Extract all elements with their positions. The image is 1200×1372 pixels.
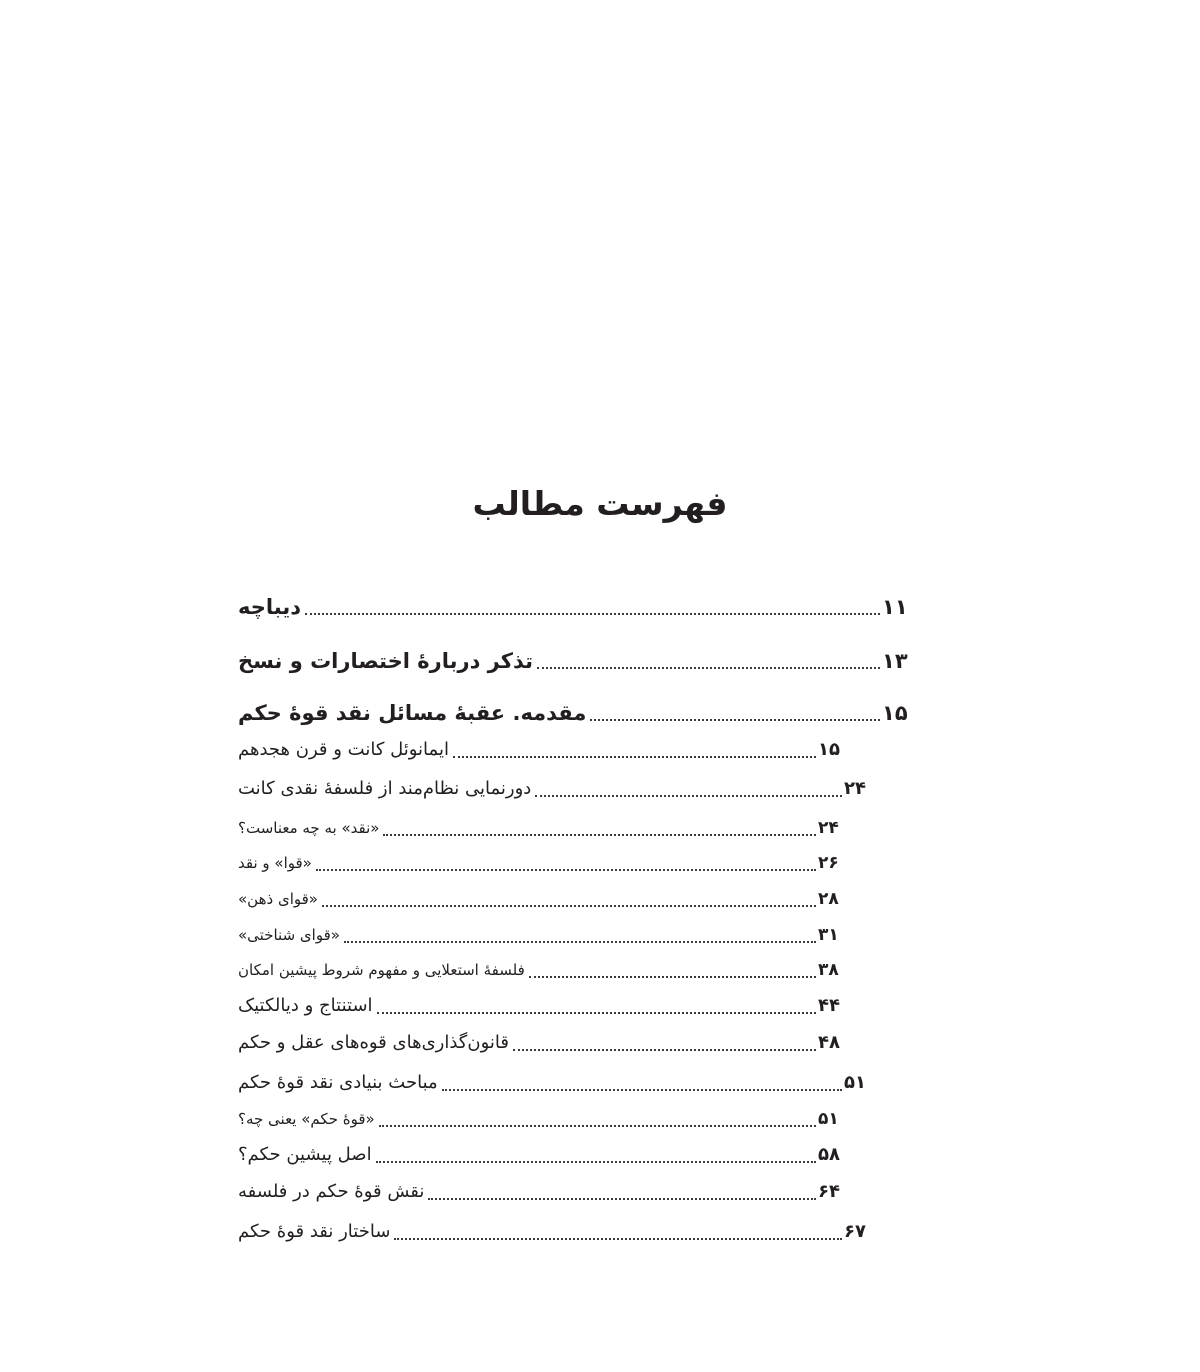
toc-entry-page: ۲۶ <box>818 853 839 873</box>
toc-entry-title: دورنمایی نظام‌مند از فلسفۀ نقدی کانت <box>238 778 532 799</box>
toc-entry[interactable] <box>238 644 918 678</box>
toc-entry[interactable] <box>238 772 880 806</box>
toc-entry-title: دیباچه <box>238 595 301 619</box>
page-title: فهرست مطالب <box>472 484 728 523</box>
toc-entry[interactable] <box>238 953 854 987</box>
toc-entry[interactable] <box>238 590 918 624</box>
dot-leader <box>537 667 880 669</box>
toc-entry[interactable] <box>238 696 918 730</box>
toc-entry[interactable] <box>238 918 854 952</box>
toc-entry-title: «قوۀ حکم» یعنی چه؟ <box>238 1110 375 1128</box>
toc-entry-page: ۲۸ <box>818 889 839 909</box>
toc-entry-page: ۲۴ <box>818 818 839 838</box>
toc-entry-page: ۲۴ <box>844 778 866 799</box>
toc-entry-page: ۱۵ <box>882 701 908 725</box>
dot-leader <box>322 905 816 907</box>
dot-leader <box>535 795 842 797</box>
toc-entry-title: مقدمه. عقبۀ مسائل نقد قوۀ حکم <box>238 701 587 725</box>
toc-entry[interactable] <box>238 1026 854 1060</box>
dot-leader <box>453 756 816 758</box>
toc-entry-page: ۱۵ <box>818 739 840 760</box>
toc-entry-page: ۳۱ <box>818 925 839 945</box>
toc-entry-title: فلسفۀ استعلایی و مفهوم شروط پیشین امکان <box>238 961 525 979</box>
toc-entry-page: ۵۸ <box>818 1144 840 1165</box>
dot-leader <box>394 1238 842 1240</box>
dot-leader <box>590 719 880 721</box>
toc-entry-page: ۴۴ <box>818 995 840 1016</box>
toc-entry-page: ۱۳ <box>882 649 908 673</box>
dot-leader <box>379 1125 816 1127</box>
toc-entry-title: «نقد» به چه معناست؟ <box>238 819 380 837</box>
toc-entry[interactable] <box>238 882 854 916</box>
dot-leader <box>344 941 816 943</box>
dot-leader <box>428 1198 816 1200</box>
toc-entry-title: «قوا» و نقد <box>238 854 312 872</box>
toc-entry[interactable] <box>238 1175 854 1209</box>
dot-leader <box>316 869 816 871</box>
dot-leader <box>305 613 880 615</box>
toc-entry[interactable] <box>238 1215 880 1249</box>
toc-entry-page: ۶۴ <box>818 1181 840 1202</box>
toc-entry-title: قانون‌گذاری‌های قوه‌های عقل و حکم <box>238 1032 509 1053</box>
dot-leader <box>376 1161 816 1163</box>
dot-leader <box>442 1089 842 1091</box>
toc-entry-title: اصل پیشین حکم؟ <box>238 1144 372 1165</box>
toc-entry-title: «قوای شناختی» <box>238 926 340 944</box>
dot-leader <box>383 834 816 836</box>
toc-entry-page: ۳۸ <box>818 960 839 980</box>
toc-entry-title: مباحث بنیادی نقد قوۀ حکم <box>238 1072 438 1093</box>
dot-leader <box>377 1012 816 1014</box>
toc-entry[interactable] <box>238 846 854 880</box>
toc-entry-title: ساختار نقد قوۀ حکم <box>238 1221 391 1242</box>
toc-entry[interactable] <box>238 1066 880 1100</box>
toc-entry-page: ۱۱ <box>882 595 908 619</box>
toc-entry-page: ۵۱ <box>844 1072 866 1093</box>
toc-entry-page: ۵۱ <box>818 1109 839 1129</box>
dot-leader <box>513 1049 816 1051</box>
toc-entry-title: «قوای ذهن» <box>238 890 318 908</box>
toc-entry-page: ۴۸ <box>818 1032 840 1053</box>
toc-entry[interactable] <box>238 1138 854 1172</box>
dot-leader <box>529 976 816 978</box>
toc-entry[interactable] <box>238 811 854 845</box>
toc-entry-title: ایمانوئل کانت و قرن هجدهم <box>238 739 449 760</box>
toc-entry-title: استنتاج و دیالکتیک <box>238 995 373 1016</box>
toc-entry[interactable] <box>238 989 854 1023</box>
toc-entry-title: تذکر دربارۀ اختصارات و نسخ <box>238 649 533 673</box>
toc-entry-title: نقش قوۀ حکم در فلسفه <box>238 1181 425 1202</box>
toc-entry[interactable] <box>238 1102 854 1136</box>
toc-entry[interactable] <box>238 733 854 767</box>
toc-entry-page: ۶۷ <box>844 1221 866 1242</box>
